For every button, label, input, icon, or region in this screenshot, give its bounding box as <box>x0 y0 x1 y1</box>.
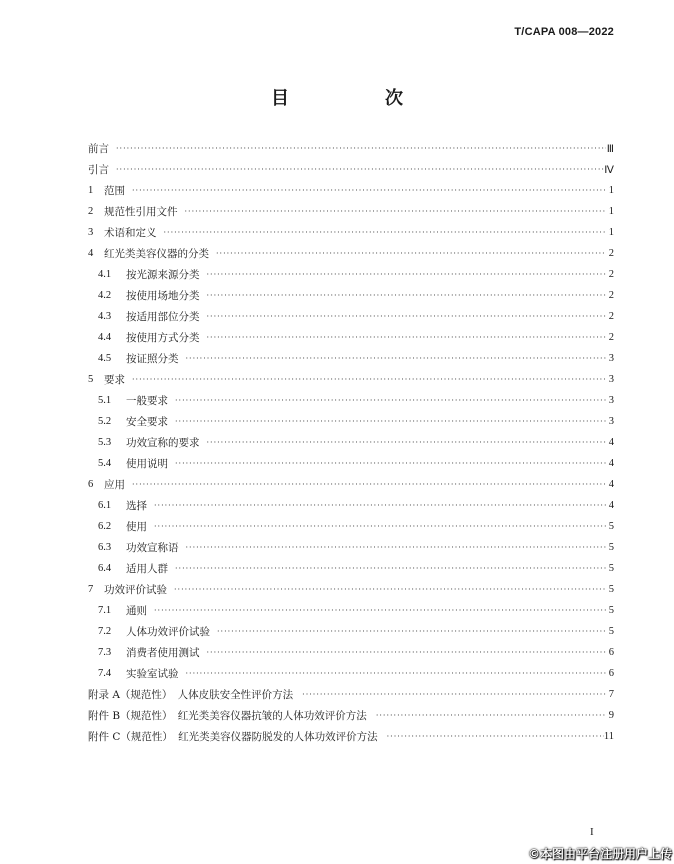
toc-entry-number: 4 <box>88 248 94 259</box>
toc-entry-label: 功效宣称的要求 <box>126 437 200 449</box>
toc-entry-label: 通则 <box>126 605 147 617</box>
toc-entry[interactable] <box>88 705 614 726</box>
toc-entry-number: 5.4 <box>98 458 112 469</box>
toc-entry-label: 人体功效评价试验 <box>126 626 210 638</box>
toc-leader-dots <box>183 348 607 369</box>
toc-entry-label: 按使用方式分类 <box>126 332 200 344</box>
toc-leader-dots <box>204 432 607 453</box>
toc-entry-label: 按使用场地分类 <box>126 290 200 302</box>
toc-leader-dots <box>151 495 606 516</box>
toc-leader-dots <box>151 600 606 621</box>
toc-entry-page: 5 <box>608 626 614 637</box>
toc-leader-dots <box>183 663 607 684</box>
toc-leader-dots <box>204 327 607 348</box>
toc-leader-dots <box>113 138 606 159</box>
toc-entry-page: 9 <box>608 710 614 721</box>
toc-entry-number: 6 <box>88 479 94 490</box>
toc-leader-dots <box>183 537 607 558</box>
toc-entry-number: 7.4 <box>98 668 112 679</box>
toc-leader-dots <box>384 726 604 747</box>
toc-entry-label: 按光源来源分类 <box>126 269 200 281</box>
toc-entry[interactable] <box>88 600 614 621</box>
toc-entry-page: 1 <box>608 227 614 238</box>
toc-entry[interactable] <box>88 474 614 495</box>
toc-entry-page: 2 <box>608 269 614 280</box>
toc-leader-dots <box>172 390 606 411</box>
toc-entry[interactable] <box>88 264 614 285</box>
toc-entry-number: 7.3 <box>98 647 112 658</box>
toc-entry-page: 3 <box>608 416 614 427</box>
toc-entry[interactable] <box>88 726 614 747</box>
toc-entry[interactable] <box>88 537 614 558</box>
table-of-contents <box>88 138 614 747</box>
toc-entry-label: 要求 <box>104 374 125 386</box>
toc-entry-page: 2 <box>608 290 614 301</box>
toc-entry-page: 1 <box>608 185 614 196</box>
toc-entry-label: 规范性引用文件 <box>104 206 178 218</box>
toc-leader-dots <box>171 579 606 600</box>
toc-entry-page: 2 <box>608 311 614 322</box>
toc-leader-dots <box>204 306 607 327</box>
toc-leader-dots <box>214 621 606 642</box>
toc-entry[interactable] <box>88 285 614 306</box>
document-code: T/CAPA 008—2022 <box>514 26 614 38</box>
toc-entry-label: 一般要求 <box>126 395 168 407</box>
toc-entry-label: 引言 <box>88 164 109 176</box>
page-number: I <box>590 826 594 838</box>
toc-entry-number: 7 <box>88 584 94 595</box>
toc-entry-page: 4 <box>608 458 614 469</box>
toc-entry-label: 实验室试验 <box>126 668 179 680</box>
toc-entry-label: 按适用部位分类 <box>126 311 200 323</box>
toc-entry-number: 4.4 <box>98 332 112 343</box>
toc-entry[interactable] <box>88 684 614 705</box>
toc-entry-page: 6 <box>608 668 614 679</box>
toc-entry[interactable] <box>88 327 614 348</box>
toc-entry-number: 7.1 <box>98 605 112 616</box>
toc-entry[interactable] <box>88 663 614 684</box>
toc-entry-label: 应用 <box>104 479 125 491</box>
toc-entry-label: 使用 <box>126 521 147 533</box>
toc-entry[interactable] <box>88 159 614 180</box>
toc-entry-label: 安全要求 <box>126 416 168 428</box>
toc-leader-dots <box>113 159 604 180</box>
toc-entry-page: 5 <box>608 584 614 595</box>
toc-entry-page: 5 <box>608 521 614 532</box>
toc-entry-label: 术语和定义 <box>104 227 157 239</box>
toc-entry[interactable] <box>88 558 614 579</box>
toc-leader-dots <box>129 474 606 495</box>
toc-entry-label: 功效宣称语 <box>126 542 179 554</box>
toc-entry-label: 功效评价试验 <box>104 584 167 596</box>
toc-entry-page: 2 <box>608 332 614 343</box>
toc-entry-page: 3 <box>608 395 614 406</box>
toc-entry-number: 2 <box>88 206 94 217</box>
toc-entry[interactable] <box>88 138 614 159</box>
toc-entry-page: 5 <box>608 563 614 574</box>
toc-entry-page: Ⅳ <box>604 164 614 176</box>
toc-entry-page: Ⅲ <box>606 143 614 155</box>
toc-leader-dots <box>204 642 607 663</box>
toc-entry[interactable] <box>88 201 614 222</box>
toc-entry-label: 消费者使用测试 <box>126 647 200 659</box>
toc-leader-dots <box>172 411 606 432</box>
toc-entry-number: 6.1 <box>98 500 112 511</box>
toc-entry-page: 3 <box>608 374 614 385</box>
toc-entry[interactable] <box>88 348 614 369</box>
toc-entry[interactable] <box>88 621 614 642</box>
toc-entry[interactable] <box>88 432 614 453</box>
watermark: ©本图由平台注册用户上传 <box>527 847 672 861</box>
toc-entry-label: 附件 B（规范性） 红光类美容仪器抗皱的人体功效评价方法 <box>88 710 367 722</box>
toc-entry-page: 4 <box>608 479 614 490</box>
toc-entry-page: 2 <box>608 248 614 259</box>
toc-leader-dots <box>161 222 607 243</box>
toc-entry-label: 附件 C（规范性） 红光类美容仪器防脱发的人体功效评价方法 <box>88 731 378 743</box>
toc-entry-number: 7.2 <box>98 626 112 637</box>
toc-entry-number: 4.1 <box>98 269 112 280</box>
toc-entry-label: 选择 <box>126 500 147 512</box>
toc-entry-number: 5.2 <box>98 416 112 427</box>
toc-entry-page: 3 <box>608 353 614 364</box>
toc-entry-label: 按证照分类 <box>126 353 179 365</box>
toc-entry[interactable] <box>88 411 614 432</box>
toc-entry[interactable] <box>88 243 614 264</box>
toc-leader-dots <box>204 264 607 285</box>
toc-title: 目 次 <box>271 88 423 109</box>
toc-entry-page: 4 <box>608 500 614 511</box>
toc-leader-dots <box>172 453 606 474</box>
toc-entry-number: 5 <box>88 374 94 385</box>
toc-entry[interactable] <box>88 642 614 663</box>
toc-entry-number: 6.3 <box>98 542 112 553</box>
toc-leader-dots <box>373 705 606 726</box>
toc-entry-number: 3 <box>88 227 94 238</box>
toc-entry-number: 6.2 <box>98 521 112 532</box>
toc-entry-page: 1 <box>608 206 614 217</box>
toc-entry-number: 4.3 <box>98 311 112 322</box>
toc-entry-number: 4.5 <box>98 353 112 364</box>
toc-entry[interactable] <box>88 495 614 516</box>
toc-leader-dots <box>172 558 606 579</box>
toc-entry[interactable] <box>88 180 614 201</box>
toc-entry-label: 使用说明 <box>126 458 168 470</box>
toc-entry[interactable] <box>88 369 614 390</box>
toc-entry-label: 红光类美容仪器的分类 <box>104 248 209 260</box>
toc-leader-dots <box>204 285 607 306</box>
toc-entry[interactable] <box>88 306 614 327</box>
toc-leader-dots <box>213 243 606 264</box>
toc-entry-label: 范围 <box>104 185 125 197</box>
toc-entry-label: 前言 <box>88 143 109 155</box>
toc-entry[interactable] <box>88 453 614 474</box>
toc-entry-label: 附录 A（规范性） 人体皮肤安全性评价方法 <box>88 689 294 701</box>
toc-entry-number: 4.2 <box>98 290 112 301</box>
toc-entry-page: 5 <box>608 605 614 616</box>
toc-entry-page: 11 <box>603 731 614 742</box>
toc-entry-page: 7 <box>608 689 614 700</box>
toc-entry[interactable] <box>88 516 614 537</box>
toc-entry-number: 5.3 <box>98 437 112 448</box>
toc-entry-label: 适用人群 <box>126 563 168 575</box>
toc-entry-number: 5.1 <box>98 395 112 406</box>
toc-entry-page: 4 <box>608 437 614 448</box>
toc-leader-dots <box>129 180 606 201</box>
toc-leader-dots <box>151 516 606 537</box>
toc-entry-page: 6 <box>608 647 614 658</box>
toc-entry-page: 5 <box>608 542 614 553</box>
toc-entry-number: 6.4 <box>98 563 112 574</box>
toc-leader-dots <box>299 684 606 705</box>
toc-leader-dots <box>129 369 606 390</box>
toc-leader-dots <box>182 201 607 222</box>
toc-entry-number: 1 <box>88 185 94 196</box>
toc-entry[interactable] <box>88 222 614 243</box>
toc-entry[interactable] <box>88 390 614 411</box>
toc-entry[interactable] <box>88 579 614 600</box>
